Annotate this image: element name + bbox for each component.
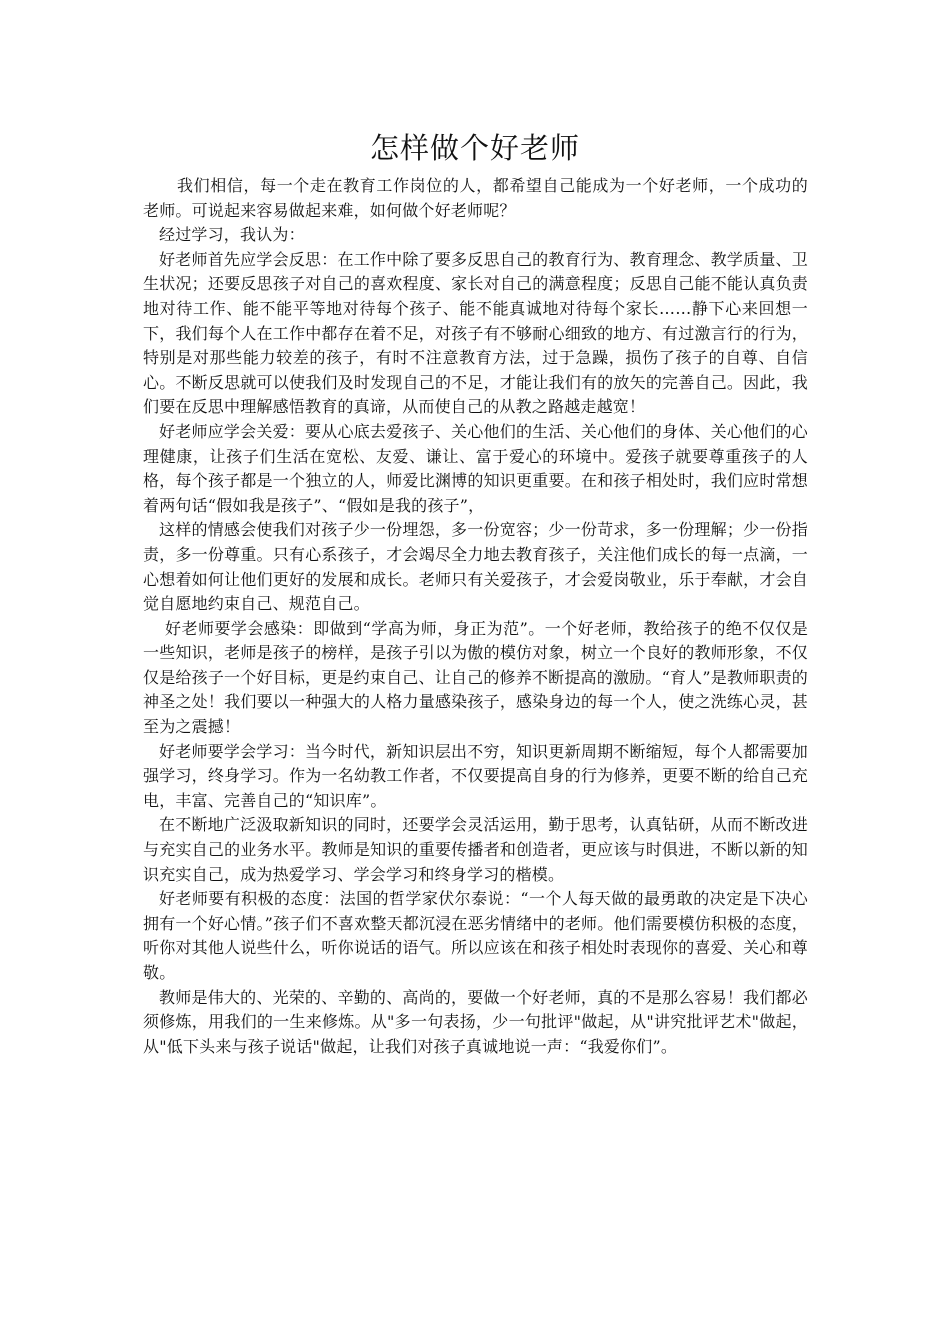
- paragraph-lead-in: 经过学习，我认为：: [159, 225, 305, 245]
- paragraph-influence: 好老师要学会感染：即做到“学高为师，身正为范”。一个好老师，教给孩子的绝不仅仅是一些知识，老师是孩子的榜样，是孩子引以为傲的模仿对象，树立一个良好的教师形象，不仅仅是给孩子一个好目标，更是约束自己、让自己的修养不断提高的激励。“育人”是教师职责的神圣之处！我们要以一种强大的人格力量感染孩子，感染身边的每一个人，使之洗练心灵，甚至为之震撼！: [143, 618, 808, 737]
- document-title: 怎样做个好老师: [369, 131, 580, 165]
- paragraph-reflection: 好老师首先应学会反思：在工作中除了要多反思自己的教育行为、教育理念、教学质量、卫生状况；还要反思孩子对自己的喜欢程度、家长对自己的满意程度；反思自己能不能认真负责地对待工作、能不能平等地对待每个孩子、能不能真诚地对待每个家长……静下心来回想一下，我们每个人在工作中都存在着不足，对孩子有不够耐心细致的地方、有过激言行的行为，特别是对那些能力较差的孩子，有时不注意教育方法，过于急躁，损伤了孩子的自尊、自信心。不断反思就可以使我们及时发现自己的不足，才能让我们有的放矢的完善自己。因此，我们要在反思中理解感悟教育的真谛，从而使自己的从教之路越走越宽！: [143, 249, 808, 417]
- document-body: [143, 174, 808, 1059]
- paragraph-conclusion: 教师是伟大的、光荣的、辛勤的、高尚的，要做一个好老师，真的不是那么容易！我们都必须修炼，用我们的一生来修炼。从"多一句表扬，少一句批评"做起，从"讲究批评艺术"做起，从"低下头来与孩子说话"做起，让我们对孩子真诚地说一声：“我爱你们”。: [143, 987, 808, 1056]
- paragraph-learning: 好老师要学会学习：当今时代，新知识层出不穷，知识更新周期不断缩短，每个人都需要加强学习，终身学习。作为一名幼教工作者，不仅要提高自身的行为修养，更要不断的给自己充电，丰富、完善自己的“知识库”。: [143, 741, 808, 810]
- paragraph-care-continued: 这样的情感会使我们对孩子少一份埋怨，多一份宽容；少一份苛求，多一份理解；少一份指责，多一份尊重。只有心系孩子，才会竭尽全力地去教育孩子，关注他们成长的每一点滴，一心想着如何让他们更好的发展和成长。老师只有关爱孩子，才会爱岗敬业，乐于奉献，才会自觉自愿地约束自己、规范自己。: [143, 520, 808, 614]
- paragraph-learning-continued: 在不断地广泛汲取新知识的同时，还要学会灵活运用，勤于思考，认真钻研，从而不断改进与充实自己的业务水平。教师是知识的重要传播者和创造者，更应该与时俱进，不断以新的知识充实自己，成为热爱学习、学会学习和终身学习的楷模。: [143, 815, 808, 884]
- paragraph-intro: 我们相信，每一个走在教育工作岗位的人，都希望自己能成为一个好老师，一个成功的老师。可说起来容易做起来难，如何做个好老师呢？: [143, 176, 808, 220]
- paragraph-attitude: 好老师要有积极的态度：法国的哲学家伏尔泰说：“一个人每天做的最勇敢的决定是下决心拥有一个好心情。”孩子们不喜欢整天都沉浸在恶劣情绪中的老师。他们需要模仿积极的态度，听你对其他人说些什么，听你说话的语气。所以应该在和孩子相处时表现你的喜爱、关心和尊敬。: [143, 889, 808, 982]
- paragraph-care: 好老师应学会关爱：要从心底去爱孩子、关心他们的生活、关心他们的身体、关心他们的心理健康，让孩子们生活在宽松、友爱、谦让、富于爱心的环境中。爱孩子就要尊重孩子的人格，每个孩子都是一个独立的人，师爱比渊博的知识更重要。在和孩子相处时，我们应时常想着两句话“假如我是孩子”、“假如是我的孩子”，: [143, 421, 808, 515]
